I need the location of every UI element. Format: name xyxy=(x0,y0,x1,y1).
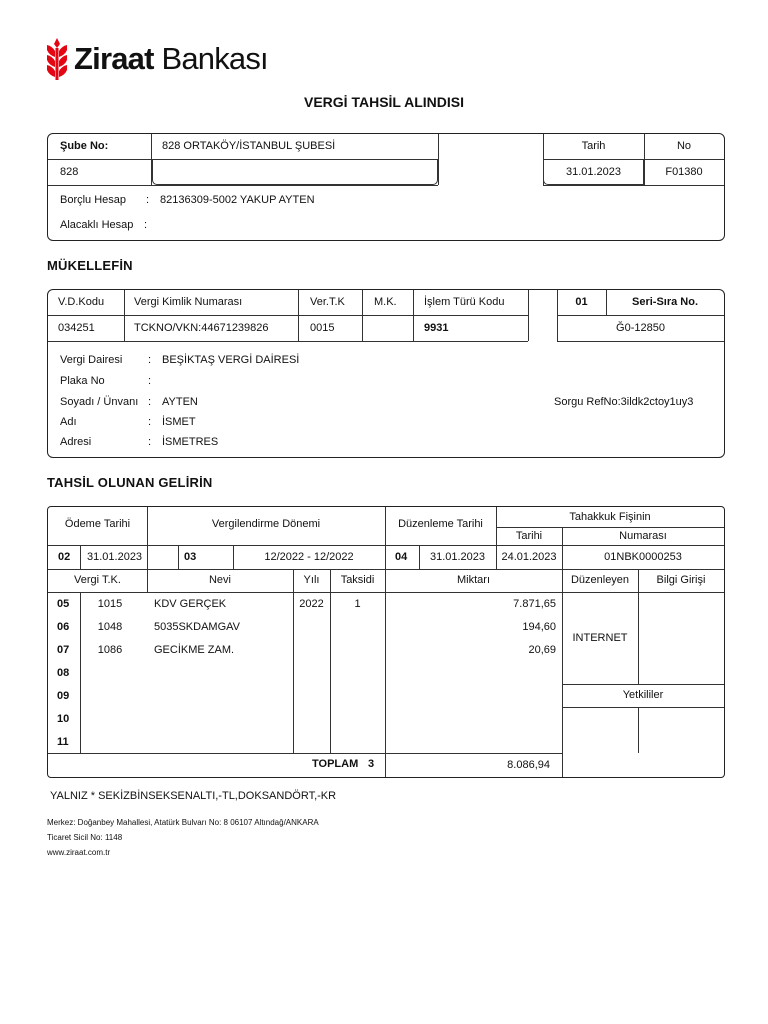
islem-label: İşlem Türü Kodu xyxy=(424,296,505,308)
seri-label: Seri-Sıra No. xyxy=(631,296,699,308)
row-code: 1048 xyxy=(97,621,123,633)
gelir-section-title: TAHSİL OLUNAN GELİRİN xyxy=(47,475,213,490)
table-row xyxy=(0,621,768,637)
tarihi-label: Tarihi xyxy=(515,530,543,542)
footer-sicil: Ticaret Sicil No: 1148 xyxy=(47,833,123,842)
row-code: 1086 xyxy=(97,644,123,656)
row-nevi: 5035SKDAMGAV xyxy=(154,621,241,633)
plaka-label: Plaka No xyxy=(60,375,105,387)
row-miktar: 20,69 xyxy=(528,644,556,656)
numarasi-label: Numarası xyxy=(619,530,667,542)
sube-label: Şube No: xyxy=(60,140,109,152)
vergi-dairesi: BEŞİKTAŞ VERGİ DAİRESİ xyxy=(162,354,300,366)
logo-brand-light: Bankası xyxy=(153,41,268,76)
duzenleme-date: 31.01.2023 xyxy=(429,551,486,563)
colon: : xyxy=(148,396,152,408)
borclu-label: Borçlu Hesap xyxy=(60,194,127,206)
page-title: VERGİ TAHSİL ALINDISI xyxy=(304,94,464,110)
row-no: 05 xyxy=(57,598,70,610)
colon: : xyxy=(148,436,152,448)
row-no: 07 xyxy=(57,644,70,656)
table-row xyxy=(0,736,768,752)
adi-label: Adı xyxy=(60,416,77,428)
sube-name: 828 ORTAKÖY/İSTANBUL ŞUBESİ xyxy=(162,140,336,152)
col-yili: Yılı xyxy=(303,574,320,586)
table-row xyxy=(0,667,768,683)
yalniz-text: YALNIZ * SEKİZBİNSEKSENALTI,-TL,DOKSANDÖRT,-KR xyxy=(50,790,337,802)
duzenleyen-value: INTERNET xyxy=(572,632,628,644)
table-row xyxy=(0,713,768,729)
islem-kodu: 9931 xyxy=(424,322,449,334)
tahakkuk-tarih: 24.01.2023 xyxy=(501,551,557,563)
row-no: 09 xyxy=(57,690,70,702)
col-duzenleyen: Düzenleyen xyxy=(570,574,630,586)
odeme-label: Ödeme Tarihi xyxy=(64,518,131,530)
mk-label: M.K. xyxy=(374,296,397,308)
footer-merkez: Merkez: Doğanbey Mahallesi, Atatürk Bulvarı No: 8 06107 Altındağ/ANKARA xyxy=(47,818,319,827)
receipt-no: F01380 xyxy=(665,166,703,178)
row-taksit: 1 xyxy=(354,598,361,610)
donem: 12/2022 - 12/2022 xyxy=(264,551,354,563)
mukellef-section-title: MÜKELLEFİN xyxy=(47,258,133,273)
row-miktar: 7.871,65 xyxy=(513,598,556,610)
row-no: 11 xyxy=(57,736,69,748)
adi: İSMET xyxy=(162,416,196,428)
row-no: 06 xyxy=(57,621,70,633)
col-vergitk: Vergi T.K. xyxy=(74,574,121,586)
vergi-dairesi-label: Vergi Dairesi xyxy=(60,354,123,366)
col-bilgi: Bilgi Girişi xyxy=(656,574,706,586)
row-nevi: KDV GERÇEK xyxy=(154,598,227,610)
soyadi-label: Soyadı / Ünvanı xyxy=(60,396,139,408)
logo-brand-bold: Ziraat xyxy=(74,41,154,76)
toplam-amount: 8.086,94 xyxy=(507,759,550,771)
yetkililer-label: Yetkililer xyxy=(622,689,664,701)
sube-no: 828 xyxy=(60,166,79,178)
adres: İSMETRES xyxy=(162,436,219,448)
receipt-date: 31.01.2023 xyxy=(565,166,622,178)
col-taksidi: Taksidi xyxy=(340,574,375,586)
borclu-colon: : xyxy=(146,194,150,206)
no-label: No xyxy=(676,140,692,152)
vertk: 0015 xyxy=(310,322,335,334)
toplam-label: TOPLAM xyxy=(312,758,359,770)
row-yil: 2022 xyxy=(299,598,324,610)
tahakkuk-no: 01NBK0000253 xyxy=(604,551,682,563)
vd-kodu-label: V.D.Kodu xyxy=(58,296,105,308)
duzenleme-code: 04 xyxy=(395,551,408,563)
alacakli-colon: : xyxy=(144,219,148,231)
wheat-icon xyxy=(44,36,70,82)
seri-sira-no: Ğ0-12850 xyxy=(616,322,665,334)
adres-label: Adresi xyxy=(60,436,92,448)
borclu-value: 82136309-5002 YAKUP AYTEN xyxy=(160,194,315,206)
tahakkuk-label: Tahakkuk Fişinin xyxy=(569,511,651,523)
odeme-code: 02 xyxy=(58,551,71,563)
row-code: 1015 xyxy=(97,598,123,610)
toplam-count: 3 xyxy=(368,758,375,770)
footer-web: www.ziraat.com.tr xyxy=(47,848,111,857)
sorgu-ref: Sorgu RefNo:3ildk2ctoy1uy3 xyxy=(554,396,694,408)
donem-label: Vergilendirme Dönemi xyxy=(211,518,321,530)
colon: : xyxy=(148,416,152,428)
col-nevi: Nevi xyxy=(208,574,231,586)
vd-kodu: 034251 xyxy=(58,322,95,334)
duzenleme-label: Düzenleme Tarihi xyxy=(398,518,483,530)
odeme-date: 31.01.2023 xyxy=(87,551,143,563)
vkn-label: Vergi Kimlik Numarası xyxy=(134,296,243,308)
tarih-label: Tarih xyxy=(581,140,606,152)
row-nevi: GECİKME ZAM. xyxy=(154,644,235,656)
row-no: 10 xyxy=(57,713,70,725)
col-miktari: Miktarı xyxy=(457,574,490,586)
soyadi: AYTEN xyxy=(162,396,198,408)
row-miktar: 194,60 xyxy=(522,621,556,633)
colon: : xyxy=(148,375,152,387)
table-row xyxy=(0,598,768,614)
alacakli-label: Alacaklı Hesap xyxy=(60,219,134,231)
seri-prefix: 01 xyxy=(575,296,588,308)
donem-code: 03 xyxy=(184,551,197,563)
colon: : xyxy=(148,354,152,366)
row-no: 08 xyxy=(57,667,70,679)
table-row xyxy=(0,644,768,660)
vertk-label: Ver.T.K xyxy=(310,296,345,308)
vkn: TCKNO/VKN:44671239826 xyxy=(134,322,269,334)
